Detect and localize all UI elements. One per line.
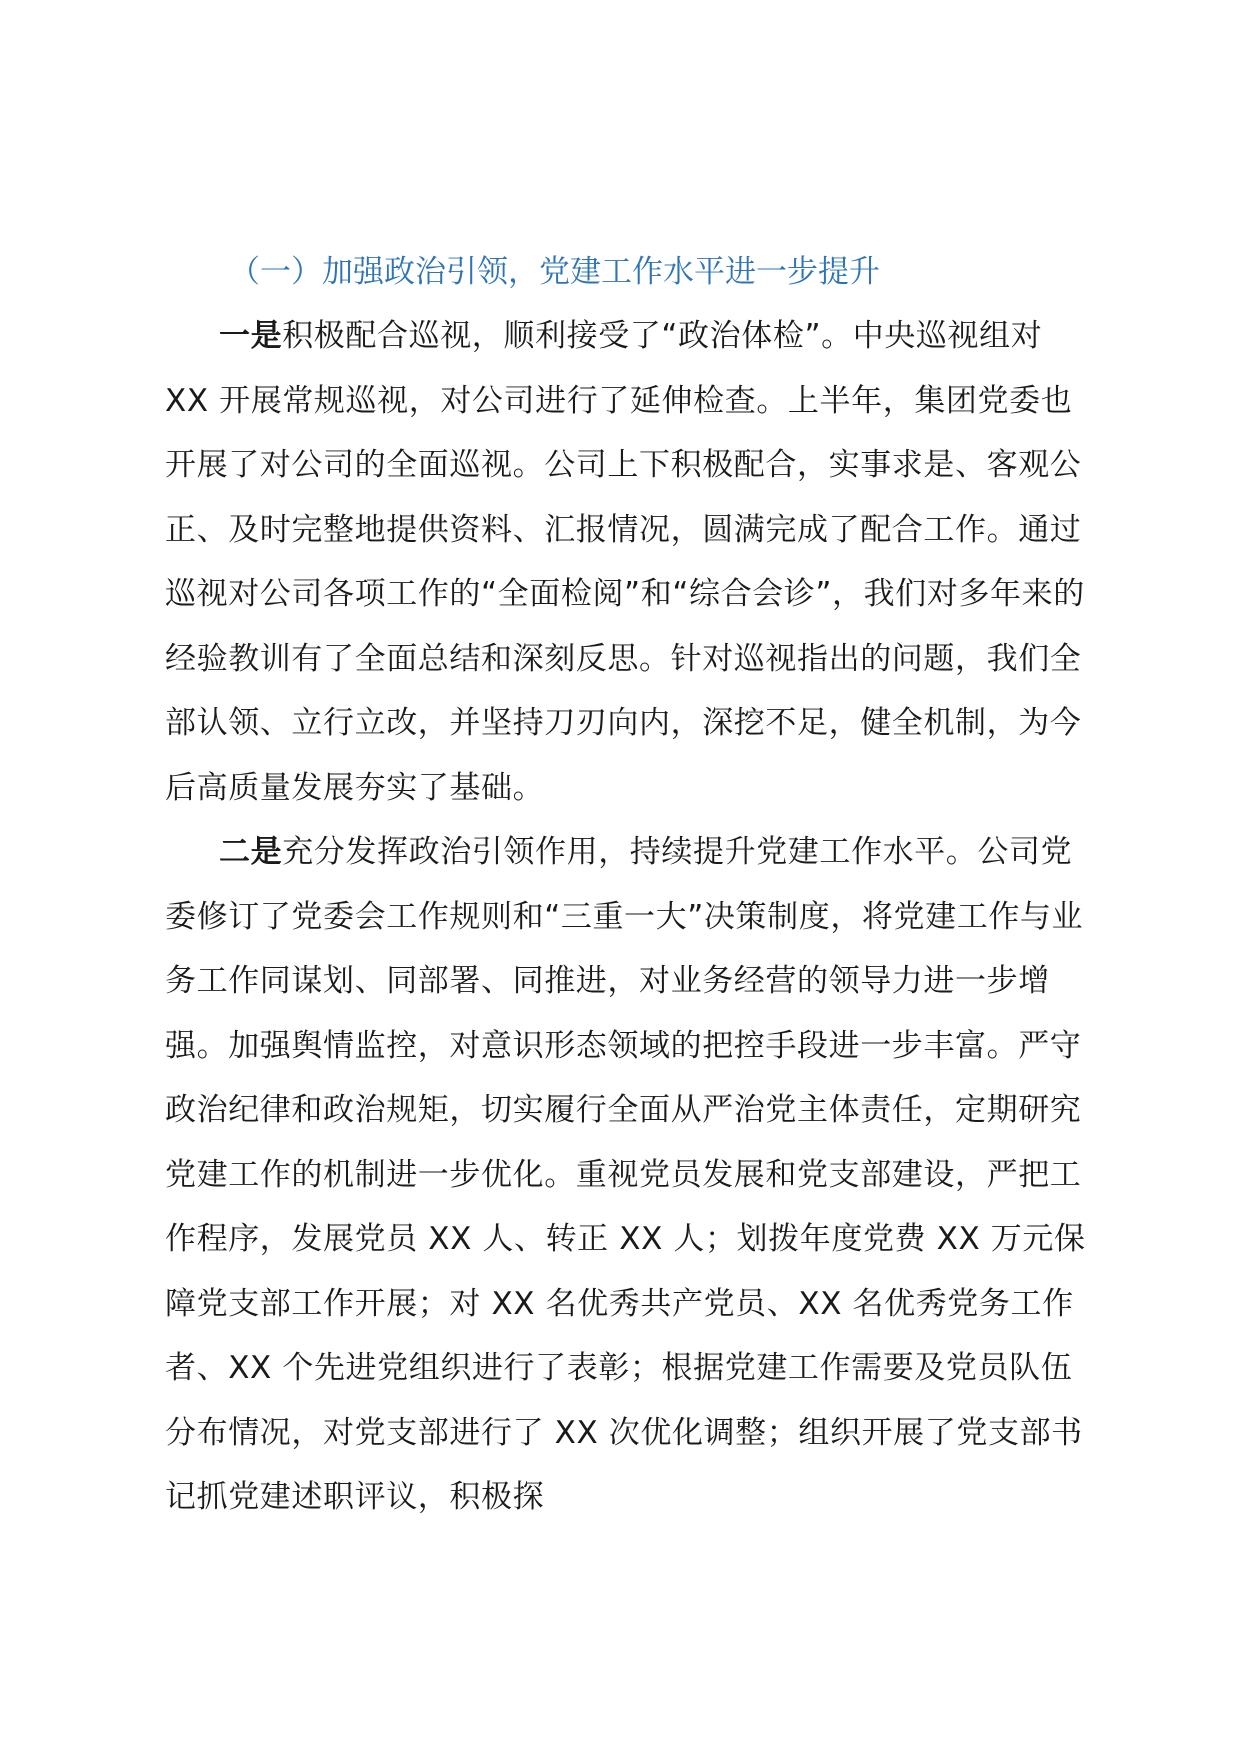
paragraph-2 (165, 820, 1095, 1530)
paragraph-1 (165, 304, 1095, 820)
document-body (165, 240, 1095, 1530)
paragraph-1-lead: 一是 (219, 318, 283, 354)
section-heading: （一）加强政治引领，党建工作水平进一步提升 (229, 254, 880, 290)
paragraph-2-lead: 二是 (219, 834, 283, 870)
paragraph-2-text: 充分发挥政治引领作用，持续提升党建工作水平。公司党委修订了党委会工作规则和“三重一大”决策制度，将党建工作与业务工作同谋划、同部署、同推进，对业务经营的领导力进一步增强。加强舆情监控，对意识形态领域的把控手段进一步丰富。严守政治纪律和政治规矩，切实履行全面从严治党主体责任，定期研究党建工作的机制进一步优化。重视党员发展和党支部建设，严把工作程序，发展党员 XX 人、转正 XX 人；划拨年度党费 XX 万元保障党支部工作开展；对 XX 名优秀共产党员、XX 名优秀党务工作者、XX 个先进党组织进行了表彰；根据党建工作需要及党员队伍分布情况，对党支部进行了 XX 次优化调整；组织开展了党支部书记抓党建述职评议，积极探 (165, 834, 1086, 1515)
paragraph-1-text: 积极配合巡视，顺利接受了“政治体检”。中央巡视组对 XX 开展常规巡视，对公司进行了延伸检查。上半年，集团党委也开展了对公司的全面巡视。公司上下积极配合，实事求是、客观公正、及时完整地提供资料、汇报情况，圆满完成了配合工作。通过巡视对公司各项工作的“全面检阅”和“综合会诊”，我们对多年来的经验教训有了全面总结和深刻反思。针对巡视指出的问题，我们全部认领、立行立改，并坚持刀刃向内，深挖不足，健全机制，为今后高质量发展夯实了基础。 (165, 318, 1085, 806)
